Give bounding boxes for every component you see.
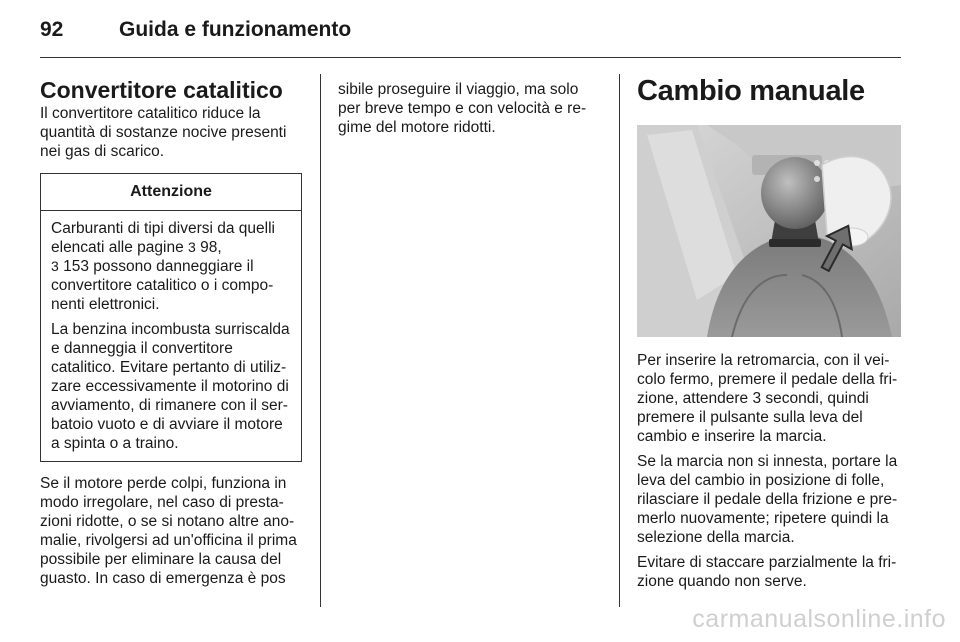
continued-paragraph: sibile proseguire il viaggio, ma solo per breve tempo e con velocità e regime del motore ridotti.: [338, 81, 587, 136]
watermark: carmanualsonline.info: [692, 605, 946, 633]
warning-paragraph-2: La benzina incombusta surriscalda e danneggia il convertitore catalitico. Evitare pertanto di utilizzare eccessivamente il motorino di avviamento, di rimanere con il serbatoio vuoto e di avviare il motore a spinta o a traino.: [51, 321, 290, 452]
page-ref-icon: 3: [51, 258, 59, 274]
column-3: [637, 74, 901, 108]
column-divider-2: [619, 74, 620, 607]
outro-paragraph: Se il motore perde colpi, funziona in modo irregolare, nel caso di prestazioni ridotte, o se si notano altre anomalie, rivolgersi ad un'officina il prima possibile per eliminare la causa del guasto. In caso di emergenza è pos: [40, 475, 297, 587]
column-divider-1: [320, 74, 321, 607]
section-heading-manual-gearbox: Cambio manuale: [637, 75, 865, 107]
warning-title: Attenzione: [41, 174, 301, 211]
column-2: [338, 80, 602, 143]
page-ref-icon: 3: [188, 239, 196, 255]
page-number: 92: [40, 18, 64, 41]
clutch-advice-paragraph: Evitare di staccare parzialmente la frizione quando non serve.: [637, 554, 897, 590]
column-3-text: [637, 351, 903, 597]
chapter-title: Guida e funzionamento: [119, 18, 352, 41]
intro-paragraph: Il convertitore catalitico riduce la quantità di sostanze nocive presenti nei gas di scarico.: [40, 105, 287, 160]
warning-body: [41, 211, 301, 461]
warning-paragraph-1: Carburanti di tipi diversi da quelli elencati alle pagine 3 98, 3 153 possono danneggiare il convertitore catalitico o i componenti elettronici.: [51, 220, 276, 313]
header-divider: [40, 57, 901, 58]
gear-lever-illustration: [637, 125, 901, 337]
gear-not-engaging-paragraph: Se la marcia non si innesta, portare la leva del cambio in posizione di folle, rilasciare il pedale della frizione e premerlo nuovamente; ripetere quindi la selezione della marcia.: [637, 453, 898, 546]
section-heading-catalytic: Convertitore catalitico: [40, 77, 283, 103]
page-ref-link[interactable]: 153 possono danneggiare il convertitore catalitico o i componenti elettronici.: [51, 258, 274, 313]
warning-box: [40, 173, 302, 462]
page-ref-link[interactable]: 98,: [200, 239, 222, 256]
reverse-gear-paragraph: Per inserire la retromarcia, con il veicolo fermo, premere il pedale della frizione, attendere 3 secondi, quindi premere il pulsante sulla leva del cambio e inserire la marcia.: [637, 352, 898, 445]
column-1: [40, 76, 302, 594]
